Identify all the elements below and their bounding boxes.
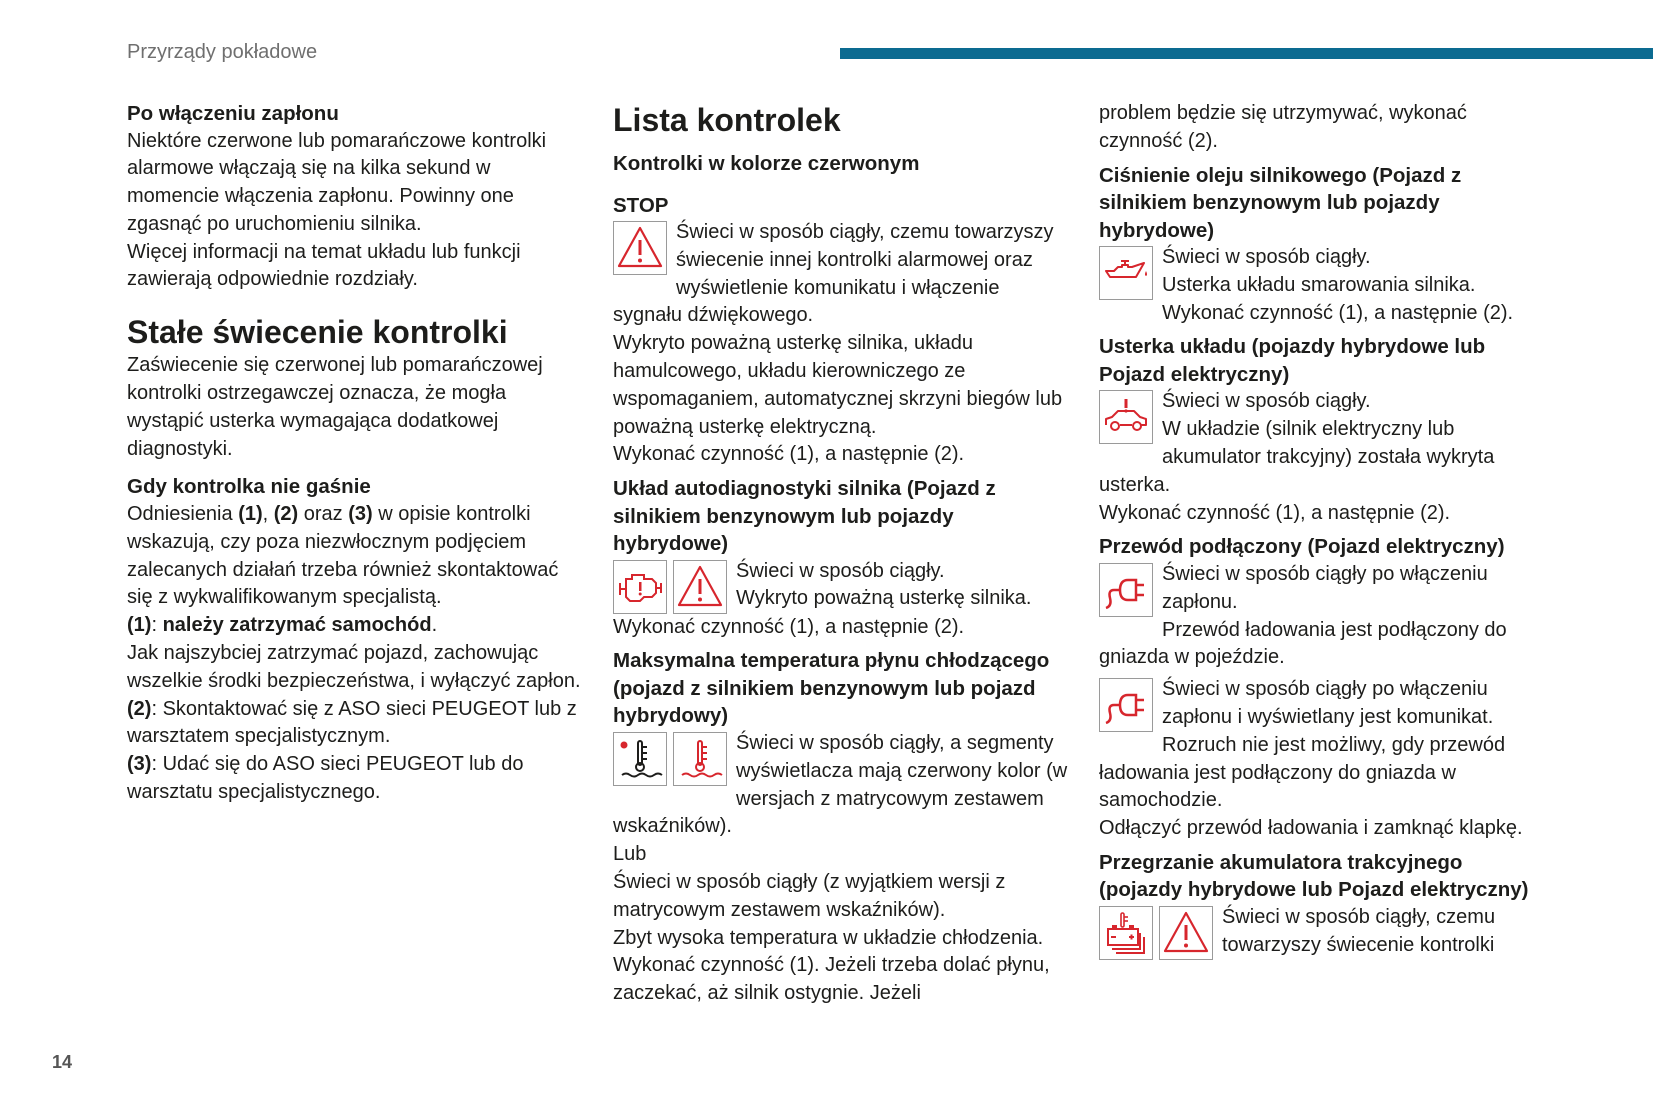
paragraph: Wykonać czynność (1), a następnie (2). <box>613 615 965 638</box>
heading-after-ignition: Po włączeniu zapłonu <box>127 102 339 125</box>
heading-engine-self-diagnosis: Układ autodiagnostyki silnika (Pojazd z silnikiem benzynowym lub pojazdy hybrydowe) <box>613 477 996 556</box>
column-1 <box>127 100 587 807</box>
heading-light-stays-on: Gdy kontrolka nie gaśnie <box>127 475 371 499</box>
paragraph: Niektóre czerwone lub pomarańczowe kontrolki alarmowe włączają się na kilka sekund w momencie włączenia zapłonu. Powinny one zgasnąć po uruchomieniu silnika. <box>127 129 547 235</box>
engine-fault-icon <box>613 560 667 614</box>
note-1: (1): należy zatrzymać samochód. <box>127 614 438 637</box>
paragraph: Przewód ładowania jest podłączony do gniazda w pojeździe. <box>1099 618 1507 669</box>
paragraph: Lub <box>613 843 647 866</box>
paragraph: Więcej informacji na temat układu lub funkcji zawierają odpowiednie rozdziały. <box>127 240 521 291</box>
paragraph: Świeci w sposób ciągły, czemu towarzyszy świecenie innej kontrolki alarmowej oraz wyświetlenie komunikatu i włączenie sygnału dźwiękowego. <box>613 221 1054 327</box>
paragraph: Wykonać czynność (1), a następnie (2). <box>1099 501 1451 524</box>
heading-system-fault: Usterka układu (pojazdy hybrydowe lub Pojazd elektryczny) <box>1099 335 1486 386</box>
column-3 <box>1099 100 1549 960</box>
paragraph: Świeci w sposób ciągły, czemu towarzyszy świecenie kontrolki <box>1222 905 1496 956</box>
paragraph: Zbyt wysoka temperatura w układzie chłodzenia. <box>613 926 1044 949</box>
header-accent-bar <box>840 48 1653 59</box>
paragraph: Jak najszybciej zatrzymać pojazd, zachowując wszelkie środki bezpieczeństwa, i wyłączyć zapłon. <box>127 641 581 692</box>
paragraph: Usterka układu smarowania silnika. <box>1162 273 1476 296</box>
paragraph: Odłączyć przewód ładowania i zamknąć klapkę. <box>1099 817 1523 840</box>
charging-plug-icon <box>1099 678 1153 732</box>
charging-plug-icon <box>1099 563 1153 617</box>
paragraph: Świeci w sposób ciągły, a segmenty wyświetlacza mają czerwony kolor (w wersjach z matrycowym zestawem wskaźników). <box>613 731 1068 838</box>
paragraph: problem będzie się utrzymywać, wykonać czynność (2). <box>1099 102 1467 152</box>
warning-triangle-icon <box>673 560 727 614</box>
paragraph: Świeci w sposób ciągły (z wyjątkiem wersji z matrycowym zestawem wskaźników). <box>613 870 1006 921</box>
coolant-temperature-icon <box>613 732 667 786</box>
heading-coolant-temperature: Maksymalna temperatura płynu chłodzącego (pojazd z silnikiem benzynowym lub pojazd hybrydowy) <box>613 649 1050 728</box>
column-2 <box>613 100 1068 1008</box>
paragraph: Zaświecenie się czerwonej lub pomarańczowej kontrolki ostrzegawczej oznacza, że mogła wystąpić usterka wymagająca dodatkowej diagnostyki. <box>127 354 543 460</box>
paragraph: Świeci w sposób ciągły. <box>736 559 945 582</box>
heading-steady-light: Stałe świecenie kontrolki <box>127 314 508 351</box>
oil-pressure-icon <box>1099 246 1153 300</box>
paragraph-references: Odniesienia (1), (2) oraz (3) w opisie kontrolki wskazują, czy poza niezwłocznym podjęciem zalecanych działań trzeba również skontaktować się z wykwalifikowanym specjalistą. <box>127 502 559 609</box>
heading-battery-overheat: Przegrzanie akumulatora trakcyjnego (pojazdy hybrydowe lub Pojazd elektryczny) <box>1099 850 1529 902</box>
warning-triangle-icon <box>1159 906 1213 960</box>
heading-cable-connected: Przewód podłączony (Pojazd elektryczny) <box>1099 535 1505 559</box>
paragraph: Świeci w sposób ciągły po włączeniu zapłonu i wyświetlany jest komunikat. <box>1162 678 1494 728</box>
note-3: (3): Udać się do ASO sieci PEUGEOT lub do warsztatu specjalistycznego. <box>127 753 524 803</box>
heading-oil-pressure: Ciśnienie oleju silnikowego (Pojazd z silnikiem benzynowym lub pojazdy hybrydowe) <box>1099 163 1462 242</box>
battery-temperature-icon <box>1099 906 1153 960</box>
paragraph: Świeci w sposób ciągły po włączeniu zapłonu. <box>1162 562 1488 613</box>
heading-red-lights: Kontrolki w kolorze czerwonym <box>613 152 920 175</box>
car-fault-icon <box>1099 390 1153 444</box>
paragraph: Wykryto poważną usterkę silnika, układu hamulcowego, układu kierowniczego ze wspomaganiem, automatycznej skrzyni biegów lub poważną usterkę elektryczną. <box>613 332 1063 438</box>
heading-stop: STOP <box>613 193 669 217</box>
paragraph: Świeci w sposób ciągły. <box>1162 246 1371 269</box>
coolant-temperature-red-icon <box>673 732 727 786</box>
paragraph: Wykonać czynność (1). Jeżeli trzeba dolać płynu, zaczekać, aż silnik ostygnie. Jeżeli <box>613 954 1050 1005</box>
paragraph: Wykonać czynność (1), a następnie (2). <box>613 443 965 466</box>
warning-triangle-icon <box>613 221 667 275</box>
heading-warning-list: Lista kontrolek <box>613 102 841 138</box>
paragraph: Wykonać czynność (1), a następnie (2). <box>1162 301 1514 324</box>
section-title: Przyrządy pokładowe <box>127 41 318 63</box>
note-2: (2): Skontaktować się z ASO sieci PEUGEOT lub z warsztatem specjalistycznym. <box>127 697 577 748</box>
paragraph: Świeci w sposób ciągły. <box>1162 390 1371 413</box>
paragraph: W układzie (silnik elektryczny lub akumulator trakcyjny) została wykryta usterka. <box>1099 418 1495 496</box>
paragraph: Wykryto poważną usterkę silnika. <box>736 587 1032 610</box>
paragraph: Rozruch nie jest możliwy, gdy przewód ładowania jest podłączony do gniazda w samochodzie. <box>1099 733 1506 812</box>
page-number: 14 <box>52 1052 73 1072</box>
